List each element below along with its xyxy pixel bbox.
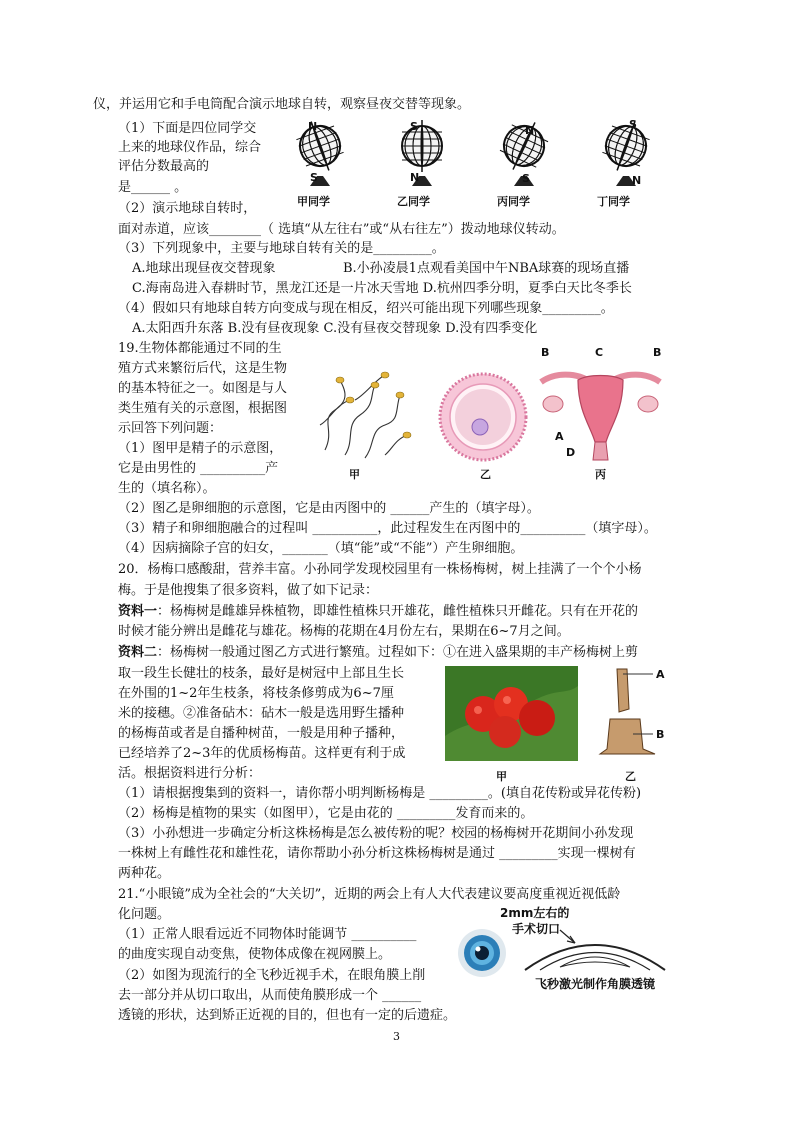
text-line: A.地球出现昼夜交替现象 xyxy=(132,261,276,276)
eye-icon xyxy=(457,928,507,978)
text-line: 活。根据资料进行分析： xyxy=(118,766,262,781)
text-line: 19.生物体都能通过不同的生 xyxy=(118,341,282,356)
globe-pole-label: N xyxy=(410,171,420,184)
graft-label-a: A xyxy=(656,668,665,681)
text-line: 取一段生长健壮的枝条，最好是树冠中上部且生长 xyxy=(118,666,405,681)
text-line: 的基本特征之一。如图是与人 xyxy=(118,381,288,396)
material-text: ：杨梅树一般通过图乙方式进行繁殖。过程如下：①在进入盛果期的丰产杨梅树上剪 xyxy=(157,645,639,660)
text-line: （2）图乙是卵细胞的示意图，它是由丙图中的 ______产生的（填字母）。 xyxy=(118,501,540,516)
text-line: （1）正常人眼看远近不同物体时能调节 __________ xyxy=(118,927,417,942)
text-line: 的杨梅苗或者是自播种树苗，一般是用种子播种， xyxy=(118,726,405,741)
cut-label: 手术切口 xyxy=(512,922,561,936)
globe-icon xyxy=(402,120,442,172)
text-line: 是______ 。 xyxy=(118,180,188,195)
graft-label-b: B xyxy=(656,728,665,741)
text-line: 面对赤道，应该________（ 选填“从左往右”或“从右往左”）拨动地球仪转动。 xyxy=(118,222,565,237)
text-line: 20．杨梅口感酸甜，营养丰富。小孙同学发现校园里有一株杨梅树，树上挂满了一个个小杨 xyxy=(118,562,642,577)
globe-pole-label: S xyxy=(629,118,637,131)
text-line: （2）杨梅是植物的果实（如图甲），它是由花的 _________发育而来的。 xyxy=(118,806,534,821)
text-line: （1）图甲是精子的示意图， xyxy=(118,441,283,456)
globe-icon xyxy=(598,118,653,177)
figure-caption-bing: 丙 xyxy=(595,468,606,481)
globe-caption-bing: 丙同学 xyxy=(497,195,530,208)
text-line: 已经培养了2~3年的优质杨梅苗。这样更有利于成 xyxy=(118,746,406,761)
text-line: 仪，并运用它和手电筒配合演示地球自转，观察昼夜交替等现象。 xyxy=(93,97,471,112)
sperm-figure xyxy=(315,370,415,460)
globe-caption-yi: 乙同学 xyxy=(397,195,430,208)
label-d: D xyxy=(566,446,576,459)
text-line: 米的接穗。②准备砧木：砧木一般是选用野生播种 xyxy=(118,706,405,721)
text-line: A.太阳西升东落 B.没有昼夜现象 C.没有昼夜交替现象 D.没有四季变化 xyxy=(132,321,538,336)
text-line: 评估分数最高的 xyxy=(118,159,210,174)
label-a: A xyxy=(555,430,564,443)
text-line: 梅。于是他搜集了很多资料，做了如下记录： xyxy=(118,583,379,598)
text-line: 示回答下列问题： xyxy=(118,421,223,436)
text-line: （3）下列现象中，主要与地球自转有关的是_________。 xyxy=(118,241,445,256)
text-line: （2）演示地球自转时， xyxy=(118,201,257,216)
text-line: （4）因病摘除子宫的妇女，_______（填“能”或“不能”）产生卵细胞。 xyxy=(118,541,524,556)
text-line: 化问题。 xyxy=(118,907,171,922)
material-title: 资料二 xyxy=(118,645,158,660)
text-line: 生的（填名称）。 xyxy=(118,481,216,496)
text-line: 两种花。 xyxy=(118,866,171,881)
label-b-left: B xyxy=(541,346,550,359)
text-line: 去一部分并从切口取出，从而使角膜形成一个 ______ xyxy=(118,988,422,1003)
lens-label: 飞秒激光制作角膜透镜 xyxy=(535,977,656,991)
text-line: 一株树上有雌性花和雄性花，请你帮助小孙分析这株杨梅树是通过 _________实现一棵树有 xyxy=(118,846,636,861)
text-line: 在外围的1~2年生枝条，将枝条修剪成为6~7厘 xyxy=(118,686,394,701)
text-line: 殖方式来繁衍后代，这是生物 xyxy=(118,361,288,376)
globe-pole-label: S xyxy=(310,171,318,184)
text-line xyxy=(118,645,638,661)
text-line: （3）精子和卵细胞融合的过程叫 __________，此过程发生在丙图中的__________（填字母）。 xyxy=(118,521,657,536)
page-number: 3 xyxy=(393,1030,400,1043)
globe-pole-label: S xyxy=(410,120,418,133)
bayberry-fruit-photo xyxy=(445,666,578,761)
egg-cell-figure xyxy=(438,372,528,462)
material-text: ：杨梅树是雌雄异株植物，即雄性植株只开雄花，雌性植株只开雌花。只有在开花的 xyxy=(157,604,639,619)
text-line: （3）小孙想进一步确定分析这株杨梅是怎么被传粉的呢？校园的杨梅树开花期间小孙发现 xyxy=(118,826,634,841)
text-line: 的曲度实现自动变焦，使物体成像在视网膜上。 xyxy=(118,947,392,962)
text-line: 它是由男性的 __________产 xyxy=(118,461,279,476)
female-reproductive-system-figure xyxy=(533,352,668,462)
text-line: 类生殖有关的示意图，根据图 xyxy=(118,401,288,416)
label-c: C xyxy=(595,346,604,359)
label-b-right: B xyxy=(653,346,662,359)
text-line: （1）下面是四位同学交 xyxy=(118,121,257,136)
text-line: （1）请根据搜集到的资料一，请你帮小明判断杨梅是 _________。(填自花传粉或异花传粉) xyxy=(118,786,642,801)
text-line: （4）假如只有地球自转方向变成与现在相反，绍兴可能出现下列哪些现象_________。 xyxy=(118,301,614,316)
text-line: B.小孙凌晨1点观看美国中午NBA球赛的现场直播 xyxy=(343,261,630,276)
text-line xyxy=(118,604,638,620)
globe-icon xyxy=(292,118,347,177)
figure-caption-jia: 甲 xyxy=(349,468,360,481)
text-line: 透镜的形状，达到矫正近视的目的，但也有一定的后遗症。 xyxy=(118,1008,457,1023)
globe-pole-label: N xyxy=(308,120,318,133)
text-line: 21.“小眼镜”成为全社会的“大关切”，近期的两会上有人大代表建议要高度重视近视低龄 xyxy=(118,887,621,902)
figure-caption-yi: 乙 xyxy=(625,770,636,783)
text-line: 时候才能分辨出是雌花与雄花。杨梅的花期在4月份左右，果期在6~7月之间。 xyxy=(118,624,570,639)
globe-caption-jia: 甲同学 xyxy=(297,195,330,208)
text-line: C.海南岛进入春耕时节，黑龙江还是一片冰天雪地 D.杭州四季分明，夏季白天比冬季长 xyxy=(132,281,632,296)
globe-icon xyxy=(495,118,553,178)
globe-pole-label: N xyxy=(525,124,535,137)
text-line: （2）如图为现流行的全飞秒近视手术，在眼角膜上削 xyxy=(118,968,426,983)
material-title: 资料一 xyxy=(118,604,158,619)
globe-caption-ding: 丁同学 xyxy=(597,195,630,208)
cut-label: 2mm左右的 xyxy=(500,906,570,920)
figure-caption-yi: 乙 xyxy=(480,468,491,481)
globe-pole-label: N xyxy=(632,174,642,187)
text-line: 上来的地球仪作品，综合 xyxy=(118,140,262,155)
globe-pole-label: S xyxy=(522,172,530,185)
figure-caption-jia: 甲 xyxy=(496,770,507,783)
